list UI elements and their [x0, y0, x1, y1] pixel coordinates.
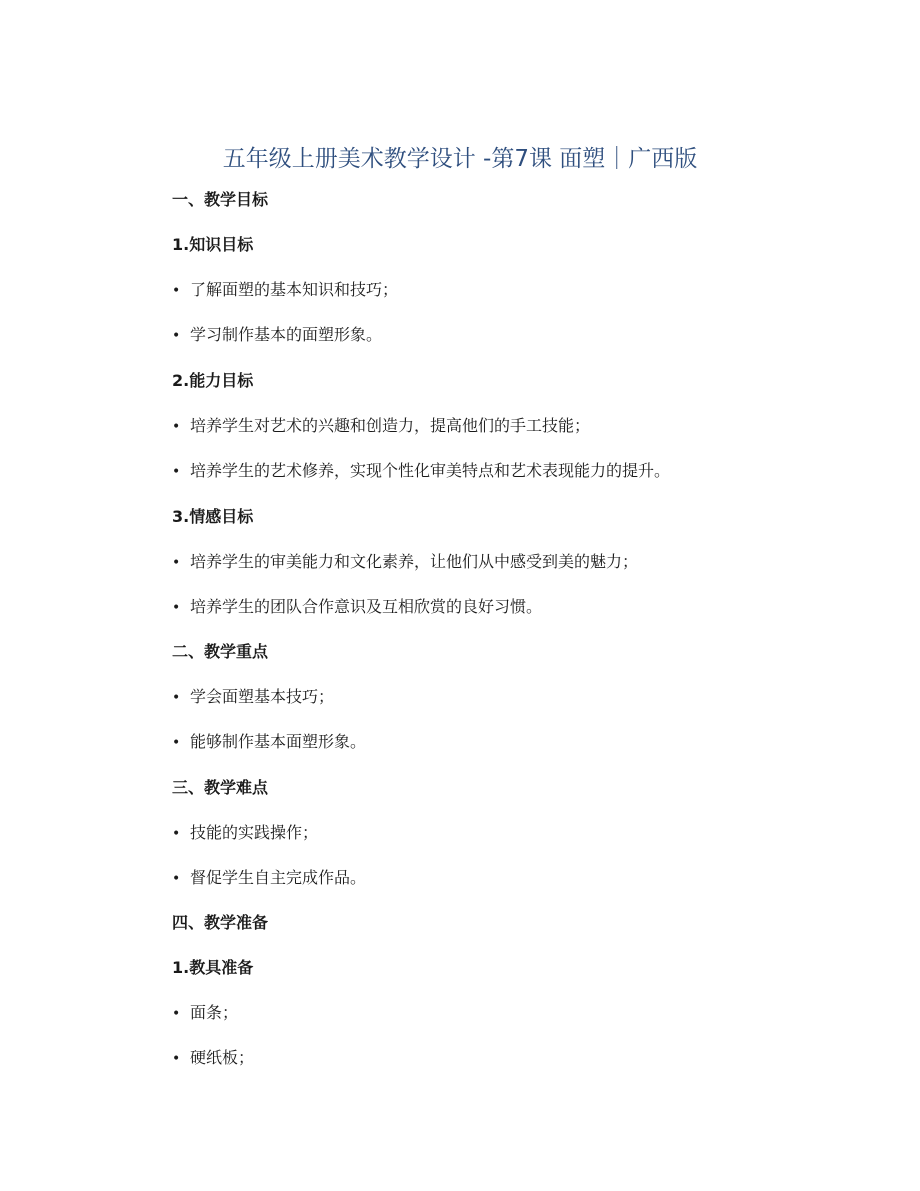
list-item-text: 技能的实践操作； [190, 823, 319, 842]
bullet-icon: • [172, 1051, 181, 1067]
heading-text: 1.教具准备 [172, 958, 254, 977]
list-item [172, 822, 872, 845]
list-item [172, 731, 872, 754]
bullet-icon: • [172, 735, 181, 751]
list-item [172, 596, 872, 619]
list-item-text: 面条； [190, 1003, 239, 1022]
heading-text: 2.能力目标 [172, 371, 254, 390]
bullet-icon: • [172, 600, 181, 616]
heading-text: 四、教学准备 [172, 913, 269, 932]
list-item-text: 了解面塑的基本知识和技巧； [190, 280, 399, 299]
subheading-knowledge-goals [172, 234, 872, 256]
heading-text: 3.情感目标 [172, 507, 254, 526]
list-item-text: 学习制作基本的面塑形象。 [190, 325, 383, 344]
subheading-ability-goals [172, 370, 872, 392]
bullet-icon: • [172, 419, 181, 435]
list-item [172, 460, 872, 483]
heading-teaching-preparation [172, 912, 872, 934]
list-item [172, 551, 872, 574]
list-item-text: 培养学生的审美能力和文化素养，让他们从中感受到美的魅力； [190, 552, 639, 571]
heading-text: 一、教学目标 [172, 190, 269, 209]
heading-teaching-difficulty [172, 777, 872, 799]
heading-text: 二、教学重点 [172, 642, 269, 661]
bullet-icon: • [172, 871, 181, 887]
bullet-icon: • [172, 328, 181, 344]
bullet-icon: • [172, 1006, 181, 1022]
list-item [172, 867, 872, 890]
list-item [172, 415, 872, 438]
list-item [172, 1002, 872, 1025]
list-item-text: 硬纸板； [190, 1048, 255, 1067]
subheading-teaching-tools [172, 957, 872, 979]
list-item-text: 培养学生的艺术修养，实现个性化审美特点和艺术表现能力的提升。 [190, 461, 671, 480]
heading-text: 三、教学难点 [172, 778, 269, 797]
bullet-icon: • [172, 690, 181, 706]
bullet-icon: • [172, 283, 181, 299]
bullet-icon: • [172, 826, 181, 842]
list-item [172, 279, 872, 302]
list-item [172, 1047, 872, 1070]
list-item-text: 培养学生对艺术的兴趣和创造力，提高他们的手工技能； [190, 416, 591, 435]
bullet-icon: • [172, 555, 181, 571]
list-item-text: 督促学生自主完成作品。 [190, 868, 367, 887]
list-item [172, 324, 872, 347]
document-title: 五年级上册美术教学设计 -第7课 面塑｜广西版 [222, 146, 698, 172]
subheading-emotional-goals [172, 506, 872, 528]
list-item-text: 学会面塑基本技巧； [190, 687, 335, 706]
bullet-icon: • [172, 464, 181, 480]
heading-text: 1.知识目标 [172, 235, 254, 254]
list-item-text: 培养学生的团队合作意识及互相欣赏的良好习惯。 [190, 597, 543, 616]
heading-teaching-focus [172, 641, 872, 663]
list-item-text: 能够制作基本面塑形象。 [190, 732, 367, 751]
heading-teaching-goals [172, 189, 872, 211]
list-item [172, 686, 872, 709]
